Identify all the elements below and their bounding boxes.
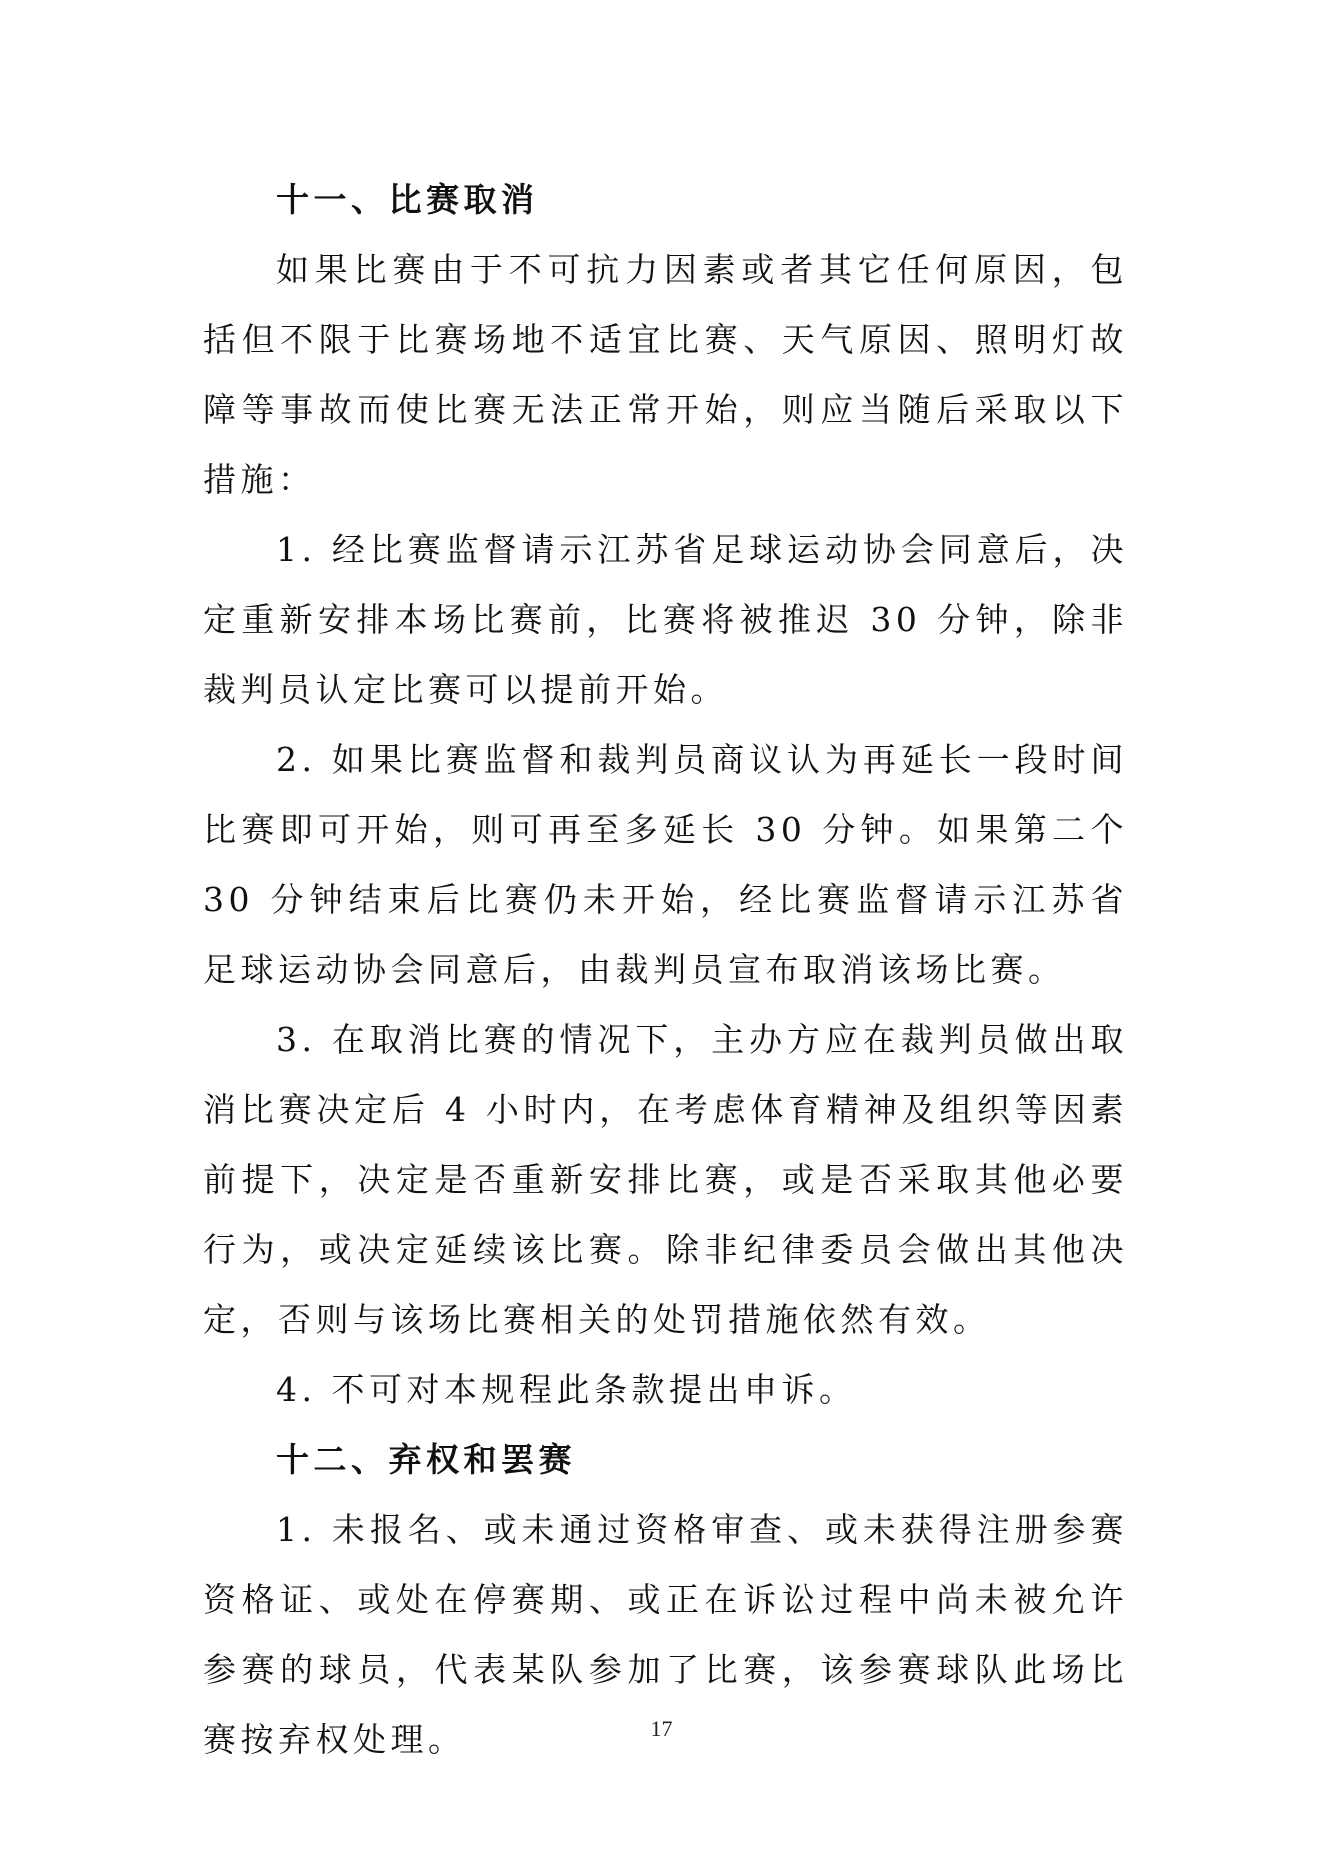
paragraph-forfeit-item-1: 1. 未报名、或未通过资格审查、或未获得注册参赛资格证、或处在停赛期、或正在诉讼过程中尚未被允许参赛的球员，代表某队参加了比赛，该参赛球队此场比赛按弃权处理。 [203,1510,1128,1759]
page-number: 17 [650,1716,673,1741]
paragraph-cancellation-intro: 如果比赛由于不可抗力因素或者其它任何原因，包括但不限于比赛场地不适宜比赛、天气原因、照明灯故障等事故而使比赛无法正常开始，则应当随后采取以下措施： [203,250,1128,499]
document-body [203,165,1128,1775]
section-heading-forfeit: 十二、弃权和罢赛 [276,1440,576,1479]
paragraph-cancellation-item-2: 2. 如果比赛监督和裁判员商议认为再延长一段时间比赛即可开始，则可再至多延长 30 分钟。如果第二个 30 分钟结束后比赛仍未开始，经比赛监督请示江苏省足球运动协会同意后，由裁判员宣布取消该场比赛。 [203,740,1128,989]
paragraph-cancellation-item-4: 4. 不可对本规程此条款提出申诉。 [276,1370,857,1409]
paragraph-cancellation-item-3: 3. 在取消比赛的情况下，主办方应在裁判员做出取消比赛决定后 4 小时内，在考虑体育精神及组织等因素前提下，决定是否重新安排比赛，或是否采取其他必要行为，或决定延续该比赛。除非纪律委员会做出其他决定，否则与该场比赛相关的处罚措施依然有效。 [203,1020,1128,1339]
section-heading-cancellation: 十一、比赛取消 [276,180,539,219]
paragraph-cancellation-item-1: 1. 经比赛监督请示江苏省足球运动协会同意后，决定重新安排本场比赛前，比赛将被推迟 30 分钟，除非裁判员认定比赛可以提前开始。 [203,530,1128,709]
